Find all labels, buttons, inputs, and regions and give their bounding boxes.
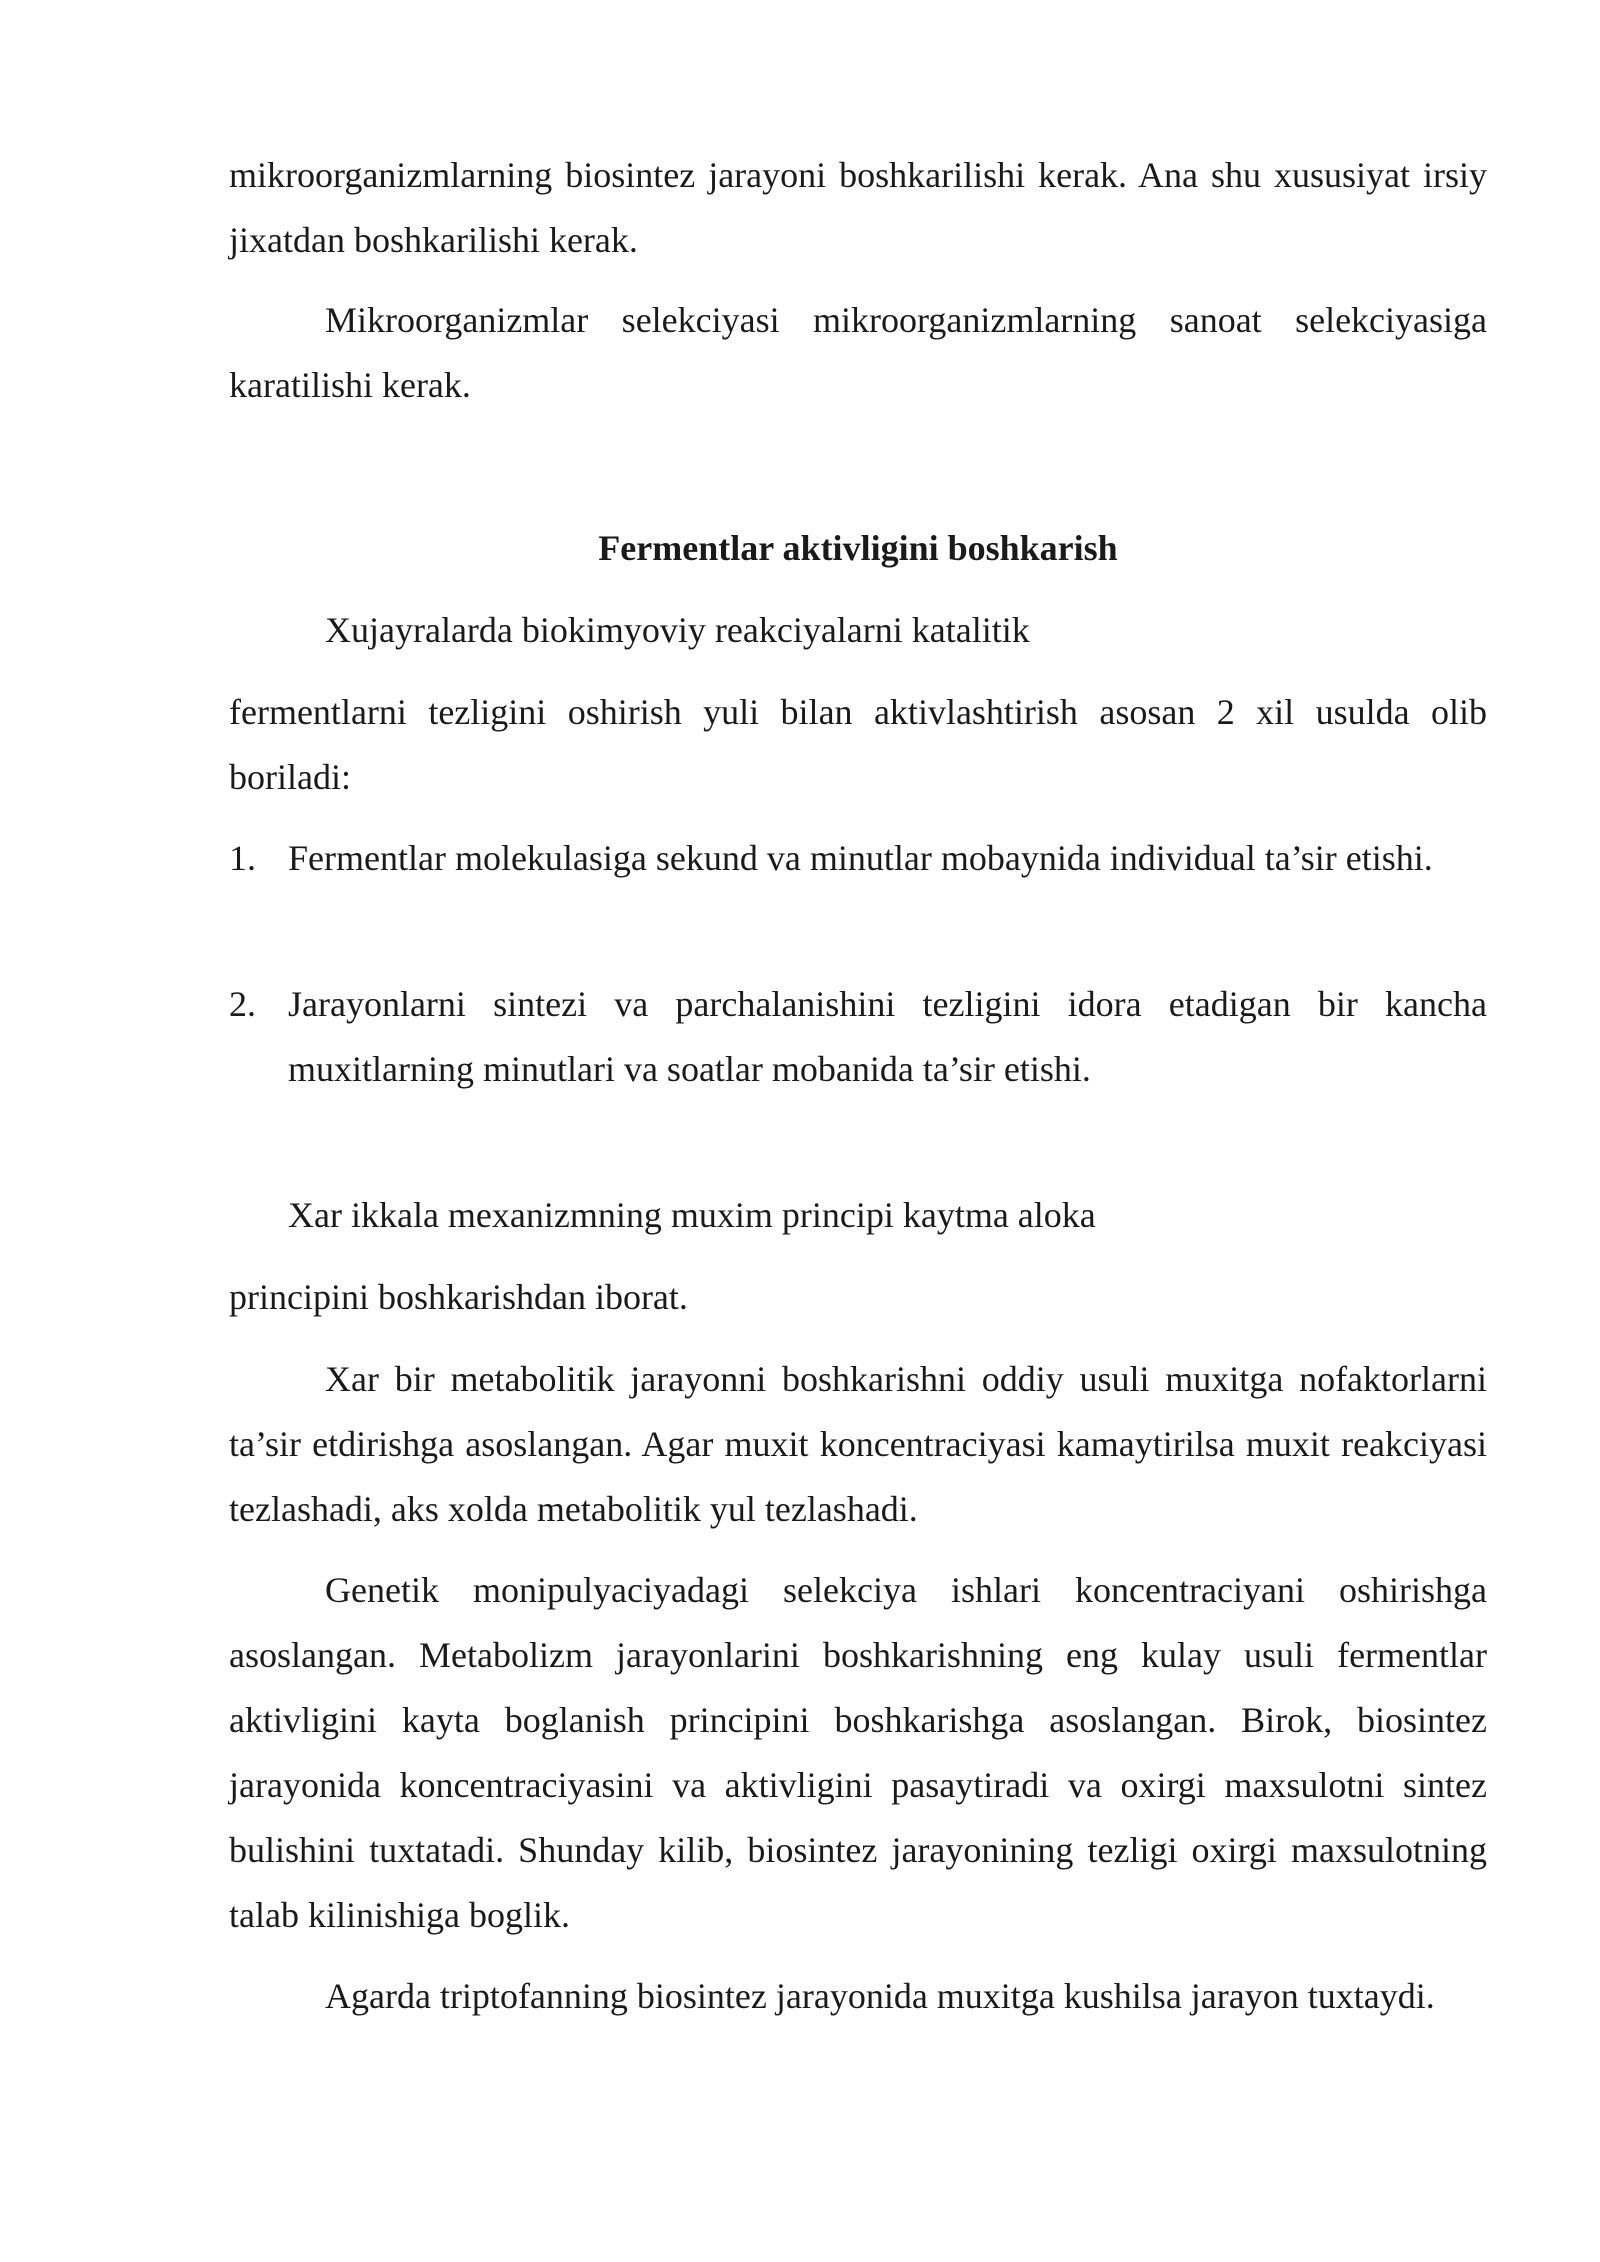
paragraph-5: Xar ikkala mexanizmning muxim principi kaytma aloka	[288, 1195, 1096, 1235]
paragraph-2: Mikroorganizmlar selekciyasi mikroorganizmlarning sanoat selekciyasiga karatilishi kerak.	[229, 300, 1487, 405]
paragraph-4: fermentlarni tezligini oshirish yuli bilan aktivlashtirish asosan 2 xil usulda olib boriladi:	[229, 692, 1487, 797]
list-item-2	[229, 972, 1487, 1102]
list-number: 1.	[229, 838, 256, 878]
list-item-1	[229, 826, 1487, 891]
paragraph-3: Xujayralarda biokimyoviy reakciyalarni katalitik	[325, 610, 1030, 650]
section-heading: Fermentlar aktivligini boshkarish	[598, 528, 1118, 568]
list-text: Jarayonlarni sintezi va parchalanishini tezligini idora etadigan bir kancha muxitlarning minutlari va soatlar mobanida ta’sir etishi.	[288, 984, 1487, 1089]
paragraph-6: principini boshkarishdan iborat.	[229, 1277, 688, 1317]
paragraph-8: Genetik monipulyaciyadagi selekciya ishlari koncentraciyani oshirishga asoslangan. Metabolizm jarayonlarini boshkarishning eng kulay usuli fermentlar aktivligini kayta boglanish principini boshkarishga asoslangan. Birok, biosintez jarayonida koncentraciyasini va aktivligini pasaytiradi va oxirgi maxsulotni sintez bulishini tuxtatadi. Shunday kilib, biosintez jarayonining tezligi oxirgi maxsulotning talab kilinishiga boglik.	[229, 1570, 1487, 1935]
paragraph-7: Xar bir metabolitik jarayonni boshkarishni oddiy usuli muxitga nofaktorlarni ta’sir etdirishga asoslangan. Agar muxit koncentraciyasi kamaytirilsa muxit reakciyasi tezlashadi, aks xolda metabolitik yul tezlashadi.	[229, 1359, 1487, 1529]
paragraph-1: mikroorganizmlarning biosintez jarayoni boshkarilishi kerak. Ana shu xususiyat irsiy jixatdan boshkarilishi kerak.	[229, 155, 1487, 260]
list-text: Fermentlar molekulasiga sekund va minutlar mobaynida individual ta’sir etishi.	[288, 838, 1433, 878]
list-number: 2.	[229, 984, 256, 1024]
paragraph-9: Agarda triptofanning biosintez jarayonida muxitga kushilsa jarayon tuxtaydi.	[325, 1976, 1435, 2016]
